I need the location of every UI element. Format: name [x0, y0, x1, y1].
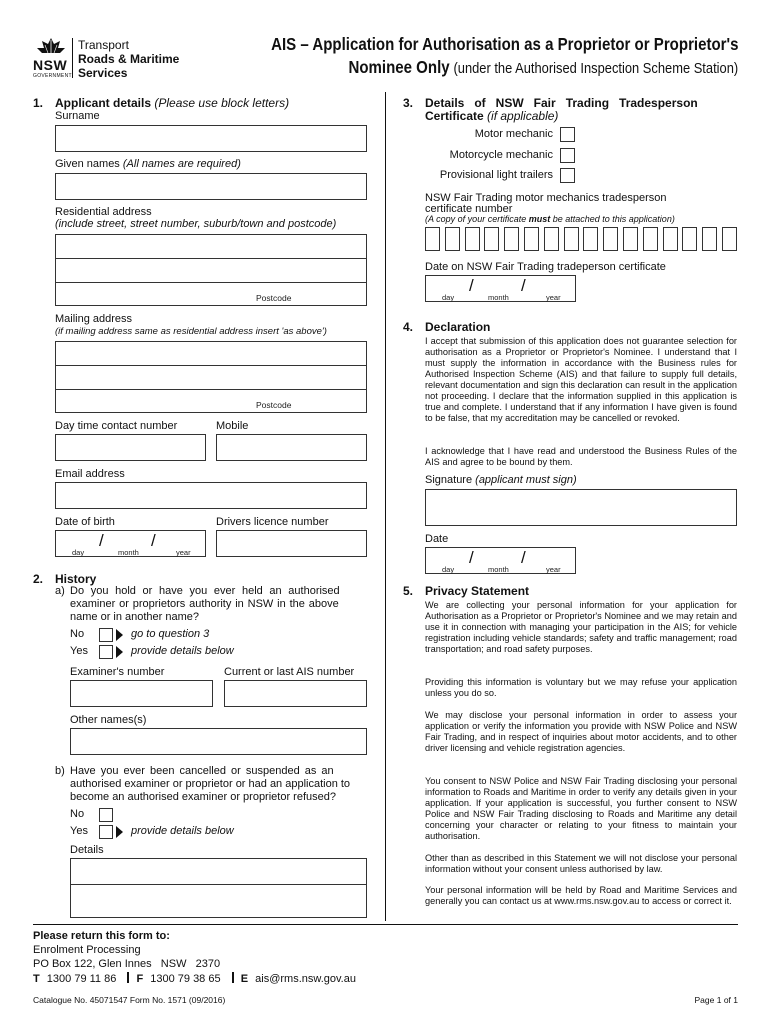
mailing-postcode-label: Postcode	[256, 400, 292, 410]
certificate-digit-cell[interactable]	[425, 227, 440, 251]
privacy-paragraph-6: Your personal information will be held by Road and Maritime Services and generally you can contact us at www.rms.nsw.gov.au to access or correct it.	[425, 885, 737, 906]
details-input[interactable]	[70, 858, 367, 918]
phone-label: T	[33, 973, 40, 985]
surname-label: Surname	[55, 110, 100, 122]
residential-address-note: (include street, street number, suburb/town and postcode)	[55, 218, 337, 230]
section-1-title-note: (Please use block letters)	[154, 96, 290, 110]
certificate-digit-cell[interactable]	[484, 227, 499, 251]
question-a-yes-checkbox[interactable]	[99, 645, 113, 659]
certificate-digit-cell[interactable]	[603, 227, 618, 251]
phone-value: 1300 79 11 86	[46, 973, 117, 985]
contact-separator	[127, 972, 129, 983]
org-line-2: Roads & Maritime	[78, 52, 180, 66]
privacy-paragraph-2: Providing this information is voluntary but we may refuse your application unless you do so.	[425, 677, 737, 698]
question-b-line-1: Have you ever been cancelled or suspended as an	[70, 765, 334, 777]
motor-mechanic-checkbox[interactable]	[560, 127, 575, 142]
certificate-number-input[interactable]	[425, 227, 737, 251]
return-address-line-1: Enrolment Processing	[33, 944, 141, 956]
mailing-address-rule	[56, 365, 366, 366]
certificate-number-label-1: NSW Fair Trading motor mechanics tradesperson	[425, 192, 667, 204]
residential-address-input[interactable]	[55, 234, 367, 306]
declaration-paragraph-2: I acknowledge that I have read and understood the Business Rules of the AIS and agree to be bound by them.	[425, 446, 737, 467]
day-phone-label: Day time contact number	[55, 420, 178, 432]
title-scheme-note: (under the Authorised Inspection Scheme Station)	[453, 60, 738, 77]
section-5-title: Privacy Statement	[425, 584, 530, 598]
section-4-number: 4.	[403, 320, 414, 334]
details-label: Details	[70, 844, 104, 856]
signature-label	[425, 474, 577, 486]
dob-month-label: month	[118, 548, 139, 557]
declaration-date-slash: /	[521, 548, 526, 567]
fax-label: F	[136, 973, 144, 985]
certificate-attach-note	[425, 214, 675, 224]
examiner-number-label: Examiner's number	[70, 666, 165, 678]
column-divider	[385, 92, 386, 921]
given-names-label	[55, 158, 241, 170]
section-3-title-note: (if applicable)	[487, 109, 559, 123]
question-a-yes-label: Yes	[70, 645, 88, 657]
form-title-line-2	[348, 57, 738, 78]
certificate-number-label-2: certificate number	[425, 203, 513, 215]
question-a-letter: a)	[55, 585, 65, 597]
residential-address-rule	[56, 258, 366, 259]
certificate-note-post: be attached to this application)	[550, 214, 675, 224]
section-5-number: 5.	[403, 584, 414, 598]
declaration-date-input[interactable]	[425, 547, 576, 574]
privacy-paragraph-3: We may disclose your personal information in order to assess your application or verify the information you provide with NSW Police and NSW Fair Trading, and in respect of inquiries about motor accidents, and to other driver licensing and vehicle registration agencies.	[425, 710, 737, 753]
dob-day-label: day	[72, 548, 85, 557]
residential-address-label: Residential address	[55, 206, 152, 218]
dob-year-label: year	[176, 548, 191, 557]
section-1-number: 1.	[33, 96, 44, 110]
question-a-no-label: No	[70, 628, 85, 640]
mailing-address-note: (if mailing address same as residential address insert 'as above')	[55, 326, 327, 337]
signature-note: (applicant must sign)	[475, 474, 577, 486]
nsw-logo-text: NSW	[33, 57, 68, 73]
certificate-date-day-label: day	[442, 293, 455, 302]
catalogue-number: Catalogue No. 45071547 Form No. 1571 (09/2016)	[33, 995, 226, 1005]
email-label-footer: E	[240, 973, 249, 985]
email-input[interactable]	[55, 482, 367, 509]
residential-address-rule	[56, 282, 366, 283]
certificate-note-must: must	[528, 214, 551, 224]
motor-mechanic-label: Motor mechanic	[474, 128, 553, 140]
certificate-digit-cell[interactable]	[623, 227, 638, 251]
given-names-text: Given names	[55, 158, 120, 170]
ais-number-input[interactable]	[224, 680, 367, 707]
privacy-paragraph-5: Other than as described in this Statement we will not disclose your personal information without your consent unless authorised by law.	[425, 853, 737, 874]
mailing-address-input[interactable]	[55, 341, 367, 413]
declaration-date-day-label: day	[442, 565, 455, 574]
section-2-number: 2.	[33, 572, 44, 586]
dob-slash: /	[99, 531, 104, 550]
certificate-date-month-label: month	[488, 293, 509, 302]
question-b-line-2: authorised examiner or proprietor or had an application to	[70, 778, 351, 790]
page-number: Page 1 of 1	[694, 995, 738, 1005]
given-names-note: (All names are required)	[122, 158, 241, 170]
arrow-right-icon	[116, 629, 123, 641]
contact-separator	[232, 972, 234, 983]
certificate-date-input[interactable]	[425, 275, 576, 302]
signature-input[interactable]	[425, 489, 737, 526]
certificate-date-year-label: year	[546, 293, 561, 302]
declaration-date-month-label: month	[488, 565, 509, 574]
surname-input[interactable]	[55, 125, 367, 152]
question-a-no-note: go to question 3	[131, 628, 210, 640]
question-b-letter: b)	[55, 765, 65, 777]
dob-slash: /	[151, 531, 156, 550]
contact-line	[33, 972, 356, 985]
privacy-paragraph-1: We are collecting your personal information for your application for Authorisation as a Proprietor or Proprietor's Nominee and we may retain and use it in connection with managing your participation in the AIS; for vehicle registration including vehicle standards; safety and traffic management; road transportation; and road safety purposes.	[425, 600, 737, 654]
certificate-digit-cell[interactable]	[682, 227, 697, 251]
certificate-digit-cell[interactable]	[643, 227, 658, 251]
certificate-digit-cell[interactable]	[663, 227, 678, 251]
question-b-line-3: become an authorised examiner or proprietor refused?	[70, 791, 336, 803]
org-line-3: Services	[78, 66, 128, 80]
return-heading: Please return this form to:	[33, 930, 170, 942]
nsw-logo-subtext: GOVERNMENT	[33, 73, 72, 79]
examiner-number-input[interactable]	[70, 680, 213, 707]
form-title-line-1: AIS – Application for Authorisation as a Proprietor or Proprietor's	[270, 34, 738, 54]
certificate-date-slash: /	[521, 276, 526, 295]
light-trailers-checkbox[interactable]	[560, 168, 575, 183]
details-rule	[71, 884, 366, 885]
certificate-digit-cell[interactable]	[445, 227, 460, 251]
org-line-1: Transport	[78, 38, 129, 52]
arrow-right-icon	[116, 826, 123, 838]
ais-number-label: Current or last AIS number	[224, 666, 355, 678]
title-nominee-only: Nominee Only	[348, 57, 450, 77]
certificate-digit-cell[interactable]	[524, 227, 539, 251]
mailing-address-rule	[56, 389, 366, 390]
signature-text: Signature	[425, 474, 473, 486]
question-a-line-1: Do you hold or have you ever held an authorised	[70, 585, 340, 597]
declaration-date-year-label: year	[546, 565, 561, 574]
logo-divider	[72, 38, 73, 78]
certificate-note-pre: (A copy of your certificate	[425, 214, 529, 224]
section-1-heading	[55, 96, 289, 110]
email-label: Email address	[55, 468, 125, 480]
section-4-title: Declaration	[425, 320, 491, 334]
nsw-waratah-logo-icon	[34, 36, 68, 58]
arrow-right-icon	[116, 646, 123, 658]
day-phone-input[interactable]	[55, 434, 206, 461]
licence-input[interactable]	[216, 530, 367, 557]
mobile-input[interactable]	[216, 434, 367, 461]
certificate-digit-cell[interactable]	[702, 227, 717, 251]
certificate-digit-cell[interactable]	[583, 227, 598, 251]
licence-label: Drivers licence number	[216, 516, 329, 528]
certificate-digit-cell[interactable]	[465, 227, 480, 251]
given-names-input[interactable]	[55, 173, 367, 200]
certificate-digit-cell[interactable]	[722, 227, 737, 251]
privacy-paragraph-4: You consent to NSW Police and NSW Fair Trading disclosing your personal information to Roads and Maritime in order to verify any details given in your application. If your application is successful, you further consent to NSW Police and NSW Fair Trading disclosing to Roads and Maritime any detail concerning your character or relating to your fitness to maintain your authorisation.	[425, 776, 737, 841]
light-trailers-label: Provisional light trailers	[439, 169, 553, 181]
mailing-address-label: Mailing address	[55, 313, 133, 325]
section-2-title: History	[55, 572, 97, 586]
question-b-no-checkbox[interactable]	[99, 808, 113, 822]
other-names-label: Other names(s)	[70, 714, 147, 726]
certificate-digit-cell[interactable]	[544, 227, 559, 251]
motorcycle-mechanic-label: Motorcycle mechanic	[449, 149, 553, 161]
declaration-date-label: Date	[425, 533, 449, 545]
return-address-line-2: PO Box 122, Glen Innes NSW 2370	[33, 958, 221, 970]
footer-rule	[33, 924, 738, 925]
declaration-paragraph-1: I accept that submission of this application does not guarantee selection for authorisation as a Proprietor or Proprietor's Nominee. I understand that I must supply the information in accordance with the Business rules for Authorised Inspection Scheme (AIS) and that failure to supply full details, relevant documentation and sign this declaration can result in the application not proceeding. I declare that the information supplied in this application is true and complete. I understand that if any information I have given is found to be false, that my accreditation may be cancelled or revoked.	[425, 336, 737, 423]
certificate-date-slash: /	[469, 276, 474, 295]
question-a-line-3: name or in another name?	[70, 611, 200, 623]
section-3-number: 3.	[403, 96, 414, 110]
declaration-date-slash: /	[469, 548, 474, 567]
mobile-label: Mobile	[216, 420, 249, 432]
section-3-certificate-word: Certificate	[425, 109, 484, 123]
section-3-title-line-1: Details of NSW Fair Trading Tradesperson	[425, 96, 698, 110]
question-a-yes-note: provide details below	[131, 645, 234, 657]
question-a-line-2: examiner or proprietors authority in NSW in the above	[70, 598, 339, 610]
question-b-yes-label: Yes	[70, 825, 88, 837]
residential-postcode-label: Postcode	[256, 293, 292, 303]
question-b-yes-note: provide details below	[131, 825, 234, 837]
certificate-digit-cell[interactable]	[504, 227, 519, 251]
section-1-title: Applicant details	[55, 96, 152, 110]
dob-label: Date of birth	[55, 516, 115, 528]
question-a-no-checkbox[interactable]	[99, 628, 113, 642]
motorcycle-mechanic-checkbox[interactable]	[560, 148, 575, 163]
certificate-digit-cell[interactable]	[564, 227, 579, 251]
question-b-yes-checkbox[interactable]	[99, 825, 113, 839]
question-b-no-label: No	[70, 808, 85, 820]
dob-input[interactable]	[55, 530, 206, 557]
certificate-date-label: Date on NSW Fair Trading tradeperson certificate	[425, 261, 666, 273]
email-value[interactable]: ais@rms.nsw.gov.au	[255, 973, 356, 985]
other-names-input[interactable]	[70, 728, 367, 755]
section-3-title-line-2	[425, 109, 558, 123]
fax-value: 1300 79 38 65	[150, 973, 221, 985]
